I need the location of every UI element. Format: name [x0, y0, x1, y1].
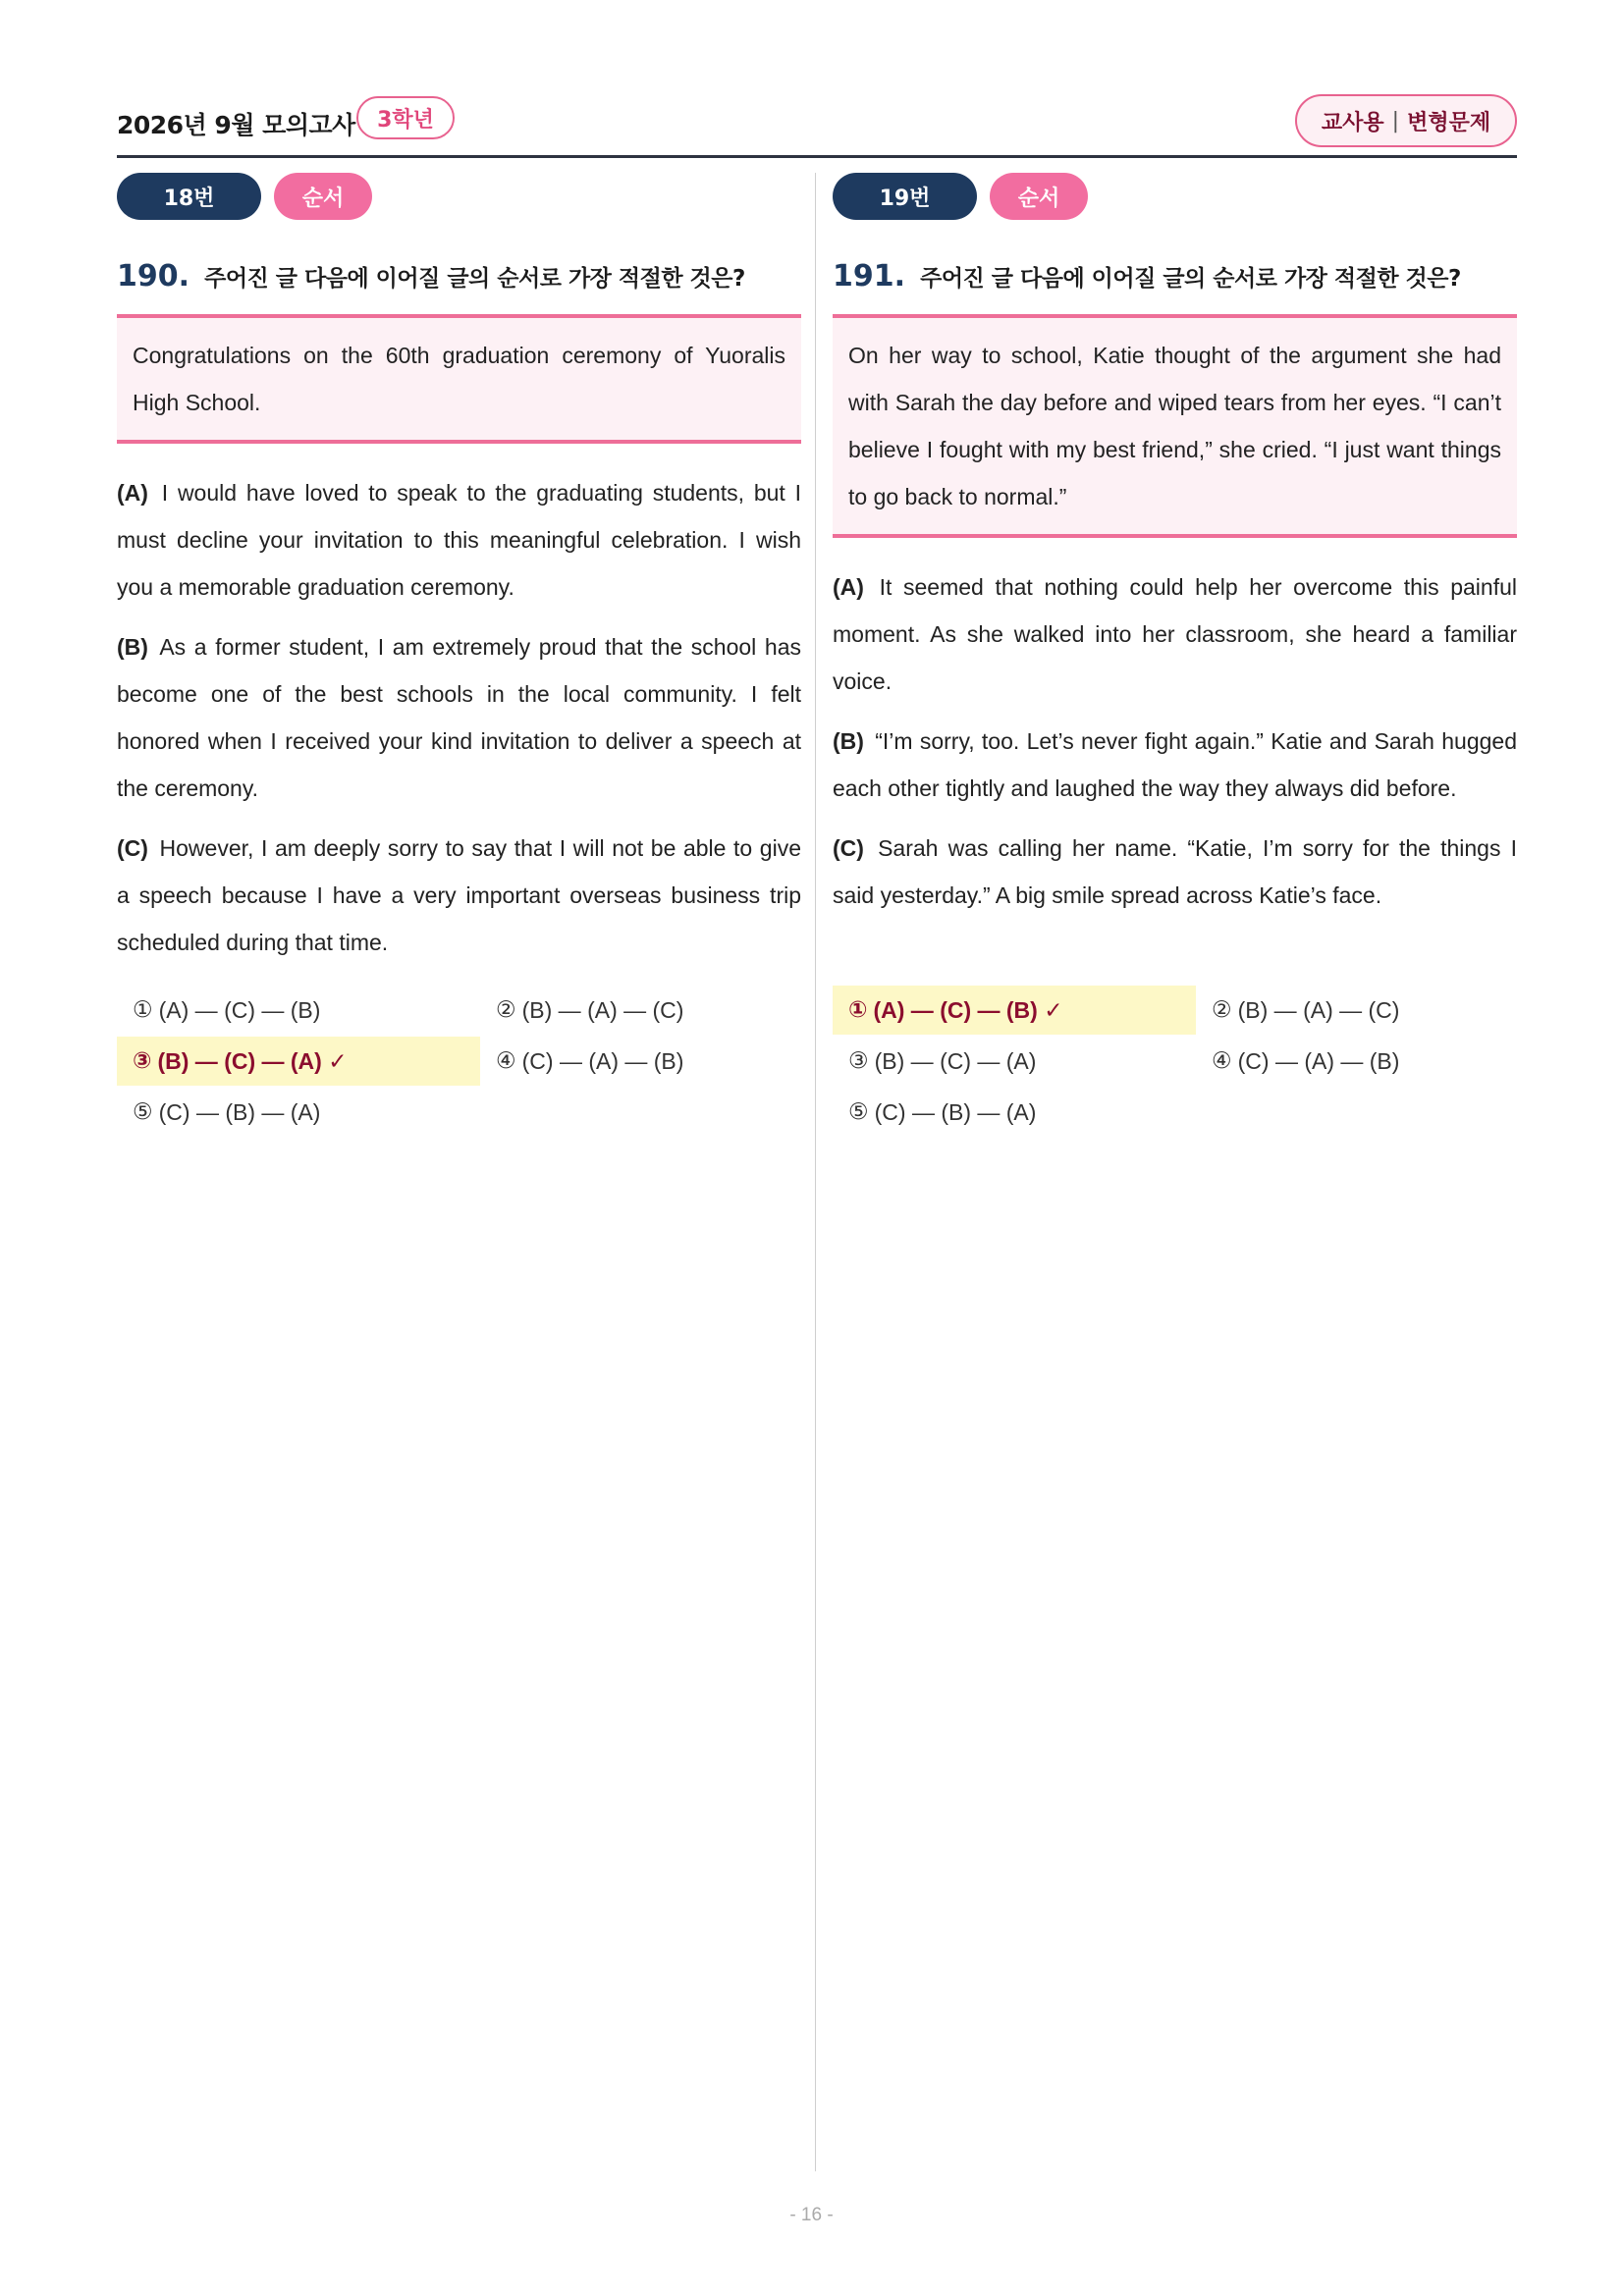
choice-text: (C) — (B) — (A): [158, 1098, 321, 1125]
choice-mark: ③: [133, 1048, 152, 1074]
question-heading: [117, 259, 801, 294]
choice-text: (A) — (C) — (B): [158, 996, 321, 1023]
doc-type-label: 변형문제: [1407, 110, 1491, 135]
choice-text: (A) — (C) — (B) ✓: [873, 996, 1063, 1023]
given-passage-box: Congratulations on the 60th graduation ceremony of Yuoralis High School.: [117, 314, 801, 444]
question-prompt: 주어진 글 다음에 이어질 글의 순서로 가장 적절한 것은?: [204, 266, 745, 292]
choice-text: (B) — (A) — (C): [1237, 996, 1400, 1023]
paragraph-text: However, I am deeply sorry to say that I will not be able to give a speech because I have a very important overseas business trip scheduled during that time.: [117, 835, 801, 955]
question-191: [833, 173, 1518, 1125]
choice-4[interactable]: [1196, 1037, 1559, 1086]
choice-mark: ⑤: [848, 1099, 869, 1125]
question-category-tag: 순서: [274, 173, 372, 220]
choice-mark: ②: [496, 997, 516, 1023]
question-number-tag: 18번: [117, 173, 261, 220]
paragraph-label: (C): [117, 835, 148, 861]
choice-3-correct-answer[interactable]: [117, 1037, 480, 1086]
paragraph-text: I would have loved to speak to the graduating students, but I must decline your invitation to this meaningful celebration. I wish you a memorable graduation ceremony.: [117, 480, 802, 600]
choice-4[interactable]: [480, 1037, 843, 1086]
choice-mark: ①: [848, 997, 868, 1023]
paragraph-a: [833, 563, 1517, 705]
choice-text: (B) — (C) — (A): [874, 1047, 1037, 1074]
question-tags: [117, 173, 801, 222]
paragraph-label: (A): [117, 480, 148, 506]
badge-separator: |: [1391, 108, 1400, 133]
question-number: 190.: [117, 259, 190, 294]
question-number: 191.: [833, 259, 906, 294]
choice-mark: ④: [1212, 1048, 1232, 1074]
exam-title: 2026년 9월 모의고사: [117, 111, 355, 139]
paragraph-a: [117, 469, 801, 611]
choice-3[interactable]: [833, 1037, 1196, 1086]
paragraph-label: (B): [833, 728, 864, 754]
choice-1-correct-answer[interactable]: [833, 986, 1196, 1035]
paragraph-text: Sarah was calling her name. “Katie, I’m sorry for the things I said yesterday.” A big smile spread across Katie’s face.: [833, 835, 1518, 908]
question-category-tag: 순서: [990, 173, 1088, 220]
page-header: [117, 96, 1517, 153]
passage-paragraphs: [833, 563, 1517, 932]
choice-mark: ③: [848, 1048, 869, 1074]
choice-text: (C) — (A) — (B): [1237, 1047, 1400, 1074]
header-divider: [117, 155, 1517, 158]
choice-5[interactable]: [117, 1088, 480, 1137]
choice-mark: ①: [133, 997, 153, 1023]
paragraph-text: As a former student, I am extremely proud that the school has become one of the best schools in the local community. I felt honored when I received your kind invitation to deliver a speech at the ceremony.: [117, 634, 801, 801]
audience-label: 교사용: [1321, 110, 1384, 135]
paragraph-text: “I’m sorry, too. Let’s never fight again.” Katie and Sarah hugged each other tightly and laughed the way they always did before.: [833, 728, 1517, 801]
choice-text: (C) — (A) — (B): [521, 1047, 684, 1074]
choice-mark: ⑤: [133, 1099, 153, 1125]
choice-text: (B) — (C) — (A) ✓: [157, 1047, 348, 1074]
choice-mark: ②: [1212, 997, 1232, 1023]
passage-paragraphs: [117, 469, 801, 979]
choice-mark: ④: [496, 1048, 516, 1074]
document-type-badge: [1295, 94, 1517, 147]
question-heading: [833, 259, 1517, 294]
question-190: [117, 173, 802, 1125]
choice-text: (C) — (B) — (A): [874, 1098, 1037, 1125]
choice-1[interactable]: [117, 986, 480, 1035]
paragraph-b: [833, 718, 1517, 812]
grade-badge: 3학년: [356, 96, 455, 139]
paragraph-text: It seemed that nothing could help her overcome this painful moment. As she walked into her classroom, she heard a familiar voice.: [833, 574, 1518, 694]
choice-2[interactable]: [1196, 986, 1559, 1035]
question-tags: [833, 173, 1517, 222]
paragraph-label: (C): [833, 835, 864, 861]
question-prompt: 주어진 글 다음에 이어질 글의 순서로 가장 적절한 것은?: [920, 266, 1461, 292]
paragraph-c: [117, 825, 801, 966]
choice-2[interactable]: [480, 986, 843, 1035]
choice-5[interactable]: [833, 1088, 1196, 1137]
page-number: - 16 -: [789, 2205, 834, 2225]
question-number-tag: 19번: [833, 173, 977, 220]
choice-text: (B) — (A) — (C): [521, 996, 684, 1023]
paragraph-b: [117, 623, 801, 812]
paragraph-c: [833, 825, 1517, 919]
paragraph-label: (B): [117, 634, 148, 660]
paragraph-label: (A): [833, 574, 864, 600]
given-passage-box: On her way to school, Katie thought of the argument she had with Sarah the day before and wiped tears from her eyes. “I can’t believe I fought with my best friend,” she cried. “I just want things to go back to normal.”: [833, 314, 1517, 538]
column-divider: [815, 173, 816, 2171]
